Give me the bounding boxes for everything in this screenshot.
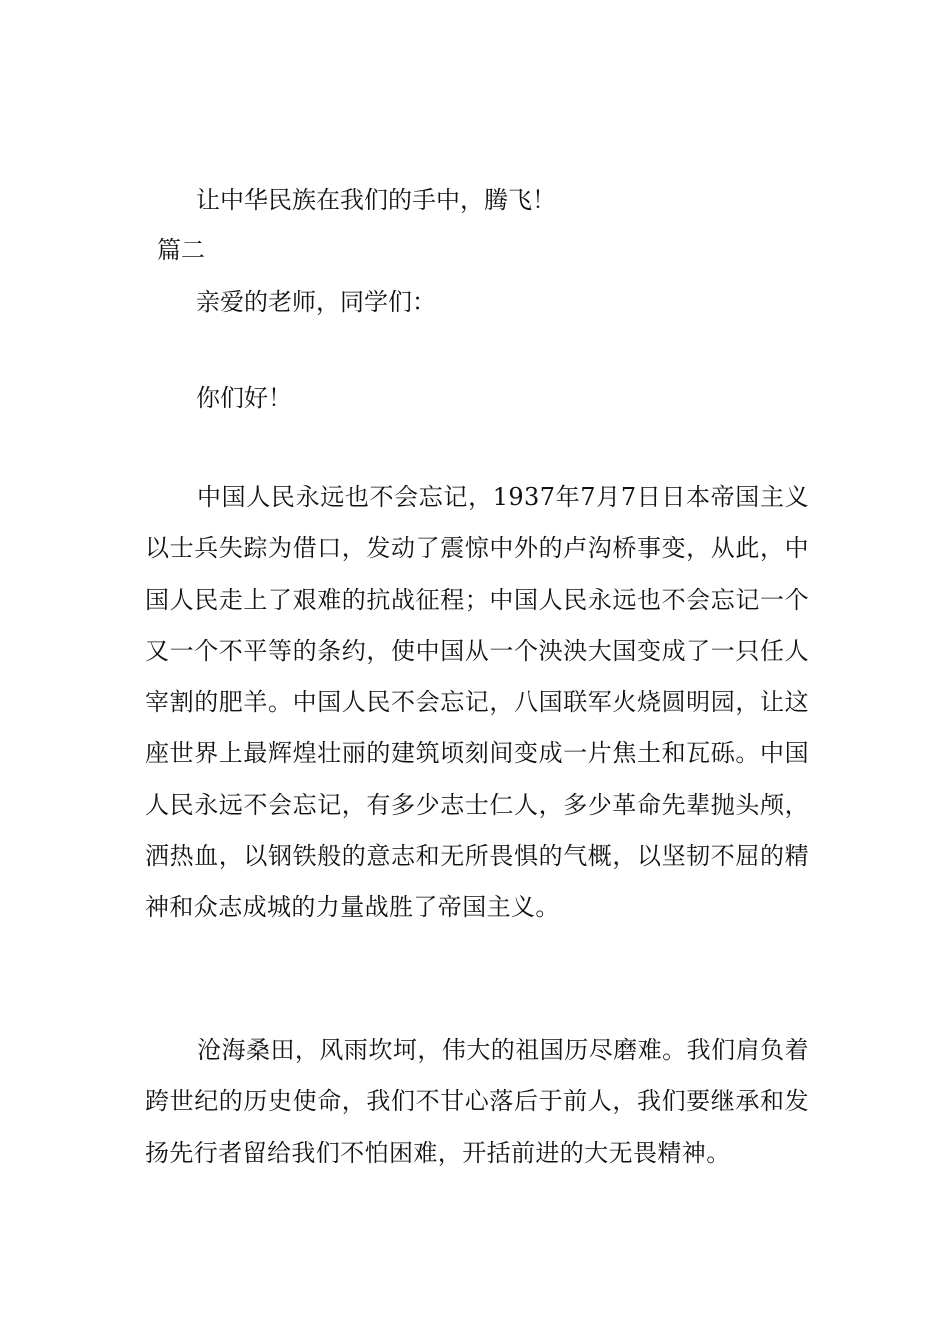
greeting: 你们好！ <box>196 384 292 412</box>
salutation: 亲爱的老师，同学们： <box>196 288 436 316</box>
section-heading: 篇二 <box>157 236 205 264</box>
body-paragraph-1: 中国人民永远也不会忘记，1937年7月7日日本帝国主义以士兵失踪为借口，发动了震惊中外的卢沟桥事变，从此，中国人民走上了艰难的抗战征程；中国人民永远也不会忘记一个又一个不平等的条约，使中国从一个泱泱大国变成了一只任人宰割的肥羊。中国人民不会忘记，八国联军火烧圆明园，让这座世界上最辉煌壮丽的建筑顷刻间变成一片焦土和瓦砾。中国人民永远不会忘记，有多少志士仁人，多少革命先辈抛头颅，洒热血，以钢铁般的意志和无所畏惧的气概，以坚韧不屈的精神和众志成城的力量战胜了帝国主义。 <box>145 483 809 922</box>
body-paragraph-2: 沧海桑田，风雨坎坷，伟大的祖国历尽磨难。我们肩负着跨世纪的历史使命，我们不甘心落后于前人，我们要继承和发扬先行者留给我们不怕困难，开括前进的大无畏精神。 <box>145 1036 809 1167</box>
closing-line: 让中华民族在我们的手中，腾飞！ <box>196 186 556 214</box>
